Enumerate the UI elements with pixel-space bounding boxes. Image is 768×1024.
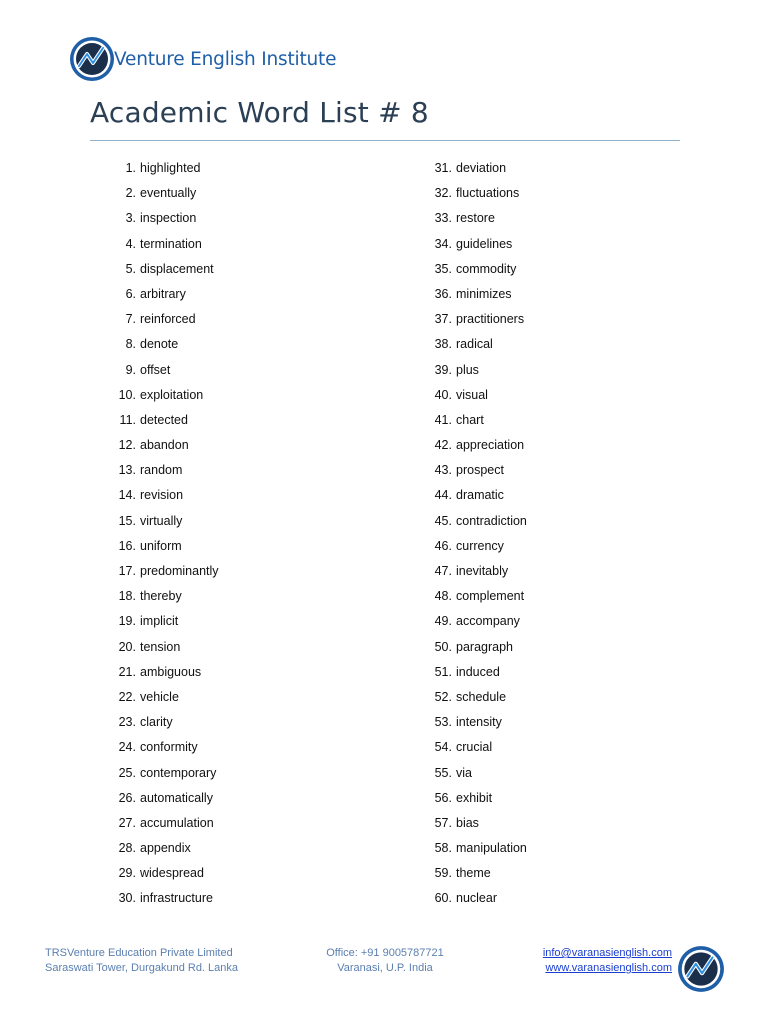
list-item-number: 40. xyxy=(434,387,452,402)
list-item xyxy=(104,283,219,308)
list-item-number: 48. xyxy=(434,589,452,604)
list-item-word: thereby xyxy=(140,589,182,604)
list-item-number: 19. xyxy=(118,614,136,629)
list-item-word: contradiction xyxy=(456,513,527,528)
footer-address: Saraswati Tower, Durgakund Rd. Lanka xyxy=(45,962,239,974)
list-item xyxy=(104,711,219,736)
list-item-word: abandon xyxy=(140,438,189,453)
list-item xyxy=(420,661,527,686)
list-item-word: eventually xyxy=(140,186,197,201)
list-item xyxy=(420,157,527,182)
list-item-word: appendix xyxy=(140,841,191,856)
list-item xyxy=(420,283,527,308)
list-item-number: 15. xyxy=(118,513,136,528)
list-item xyxy=(420,535,527,560)
list-item-word: minimizes xyxy=(456,286,512,301)
list-item-number: 38. xyxy=(434,337,452,352)
list-item xyxy=(104,207,219,232)
word-list-right-column xyxy=(420,157,527,913)
list-item-number: 43. xyxy=(434,463,452,478)
list-item xyxy=(104,333,219,358)
list-item xyxy=(420,409,527,434)
footer-office-phone: Office: +91 9005787721 xyxy=(326,947,444,959)
list-item-number: 30. xyxy=(118,891,136,906)
list-item xyxy=(104,887,219,912)
list-item-word: appreciation xyxy=(456,438,525,453)
venture-logo-icon xyxy=(68,35,116,83)
list-item xyxy=(104,862,219,887)
list-item-number: 39. xyxy=(434,362,452,377)
list-item xyxy=(104,157,219,182)
footer-office xyxy=(300,946,470,976)
list-item-number: 32. xyxy=(434,186,452,201)
list-item-number: 9. xyxy=(125,362,136,377)
list-item-word: detected xyxy=(140,412,188,427)
list-item-number: 51. xyxy=(434,664,452,679)
list-item-number: 54. xyxy=(434,740,452,755)
list-item xyxy=(104,812,219,837)
list-item-word: prospect xyxy=(456,463,504,478)
list-item-word: contemporary xyxy=(140,765,217,780)
list-item-number: 13. xyxy=(118,463,136,478)
list-item xyxy=(104,409,219,434)
list-item xyxy=(104,762,219,787)
list-item-word: revision xyxy=(140,488,184,503)
list-item xyxy=(104,661,219,686)
list-item xyxy=(420,182,527,207)
list-item-word: complement xyxy=(456,589,525,604)
list-item-word: fluctuations xyxy=(456,186,520,201)
list-item-word: induced xyxy=(456,664,500,679)
list-item xyxy=(104,308,219,333)
list-item-number: 27. xyxy=(118,815,136,830)
list-item-number: 50. xyxy=(434,639,452,654)
list-item-number: 24. xyxy=(118,740,136,755)
list-item-word: practitioners xyxy=(456,312,525,327)
list-item-number: 29. xyxy=(118,866,136,881)
list-item-word: theme xyxy=(456,866,491,881)
list-item-word: exhibit xyxy=(456,790,493,805)
list-item-number: 14. xyxy=(118,488,136,503)
list-item-number: 12. xyxy=(118,438,136,453)
list-item-word: commodity xyxy=(456,261,517,276)
list-item-word: tension xyxy=(140,639,181,654)
list-item xyxy=(420,812,527,837)
list-item xyxy=(104,535,219,560)
list-item xyxy=(104,459,219,484)
list-item-word: plus xyxy=(456,362,479,377)
list-item-number: 7. xyxy=(125,312,136,327)
list-item-word: random xyxy=(140,463,183,478)
title-divider xyxy=(90,140,680,141)
list-item-number: 20. xyxy=(118,639,136,654)
list-item-word: accompany xyxy=(456,614,520,629)
list-item-word: predominantly xyxy=(140,564,219,578)
list-item xyxy=(104,787,219,812)
list-item-word: uniform xyxy=(140,538,182,553)
list-item xyxy=(420,736,527,761)
list-item-number: 10. xyxy=(118,387,136,402)
list-item-number: 21. xyxy=(118,664,136,679)
list-item xyxy=(420,233,527,258)
list-item xyxy=(104,510,219,535)
list-item-number: 42. xyxy=(434,438,452,453)
footer-company-name: TRSVenture Education Private Limited xyxy=(45,947,233,959)
list-item xyxy=(420,308,527,333)
list-item xyxy=(420,510,527,535)
list-item-number: 34. xyxy=(434,236,452,251)
list-item xyxy=(420,862,527,887)
list-item-number: 37. xyxy=(434,312,452,327)
list-item xyxy=(420,459,527,484)
list-item-word: crucial xyxy=(456,740,493,755)
list-item-number: 16. xyxy=(118,538,136,553)
list-item-number: 8. xyxy=(125,337,136,352)
list-item-number: 4. xyxy=(125,236,136,251)
list-item xyxy=(104,359,219,384)
list-item-word: infrastructure xyxy=(140,891,213,906)
list-item-word: exploitation xyxy=(140,387,204,402)
list-item-number: 31. xyxy=(434,161,452,175)
list-item-word: conformity xyxy=(140,740,198,755)
list-item-word: ambiguous xyxy=(140,664,202,679)
list-item-word: paragraph xyxy=(456,639,513,654)
footer-email-link[interactable]: info@varanasienglish.com xyxy=(542,947,672,959)
list-item-number: 35. xyxy=(434,261,452,276)
list-item-number: 59. xyxy=(434,866,452,881)
list-item xyxy=(104,384,219,409)
list-item-number: 60. xyxy=(434,891,452,906)
list-item-word: manipulation xyxy=(456,841,527,856)
list-item-number: 45. xyxy=(434,513,452,528)
list-item-number: 46. xyxy=(434,538,452,553)
list-item-word: chart xyxy=(456,412,484,427)
list-item-word: displacement xyxy=(140,261,214,276)
list-item-word: automatically xyxy=(140,790,213,805)
list-item-word: guidelines xyxy=(456,236,513,251)
list-item-number: 53. xyxy=(434,715,452,730)
list-item-number: 2. xyxy=(125,186,136,201)
list-item-word: virtually xyxy=(140,513,183,528)
list-item-word: implicit xyxy=(140,614,179,629)
list-item-number: 11. xyxy=(119,412,136,427)
list-item xyxy=(420,484,527,509)
list-item xyxy=(420,434,527,459)
list-item xyxy=(104,258,219,283)
list-item xyxy=(104,434,219,459)
footer-website-link[interactable]: www.varanasienglish.com xyxy=(545,962,672,974)
list-item xyxy=(420,585,527,610)
list-item-word: widespread xyxy=(140,866,204,881)
list-item-number: 18. xyxy=(118,589,136,604)
list-item-number: 1. xyxy=(125,161,136,175)
list-item-number: 58. xyxy=(434,841,452,856)
list-item xyxy=(420,560,527,585)
list-item xyxy=(420,610,527,635)
footer-contact xyxy=(480,946,672,976)
list-item xyxy=(420,636,527,661)
list-item-number: 41. xyxy=(434,412,452,427)
list-item-number: 26. xyxy=(118,790,136,805)
list-item-number: 52. xyxy=(434,689,452,704)
list-item-word: inevitably xyxy=(456,564,509,578)
list-item xyxy=(104,560,219,585)
list-item xyxy=(104,182,219,207)
list-item-word: currency xyxy=(456,538,504,553)
list-item xyxy=(104,484,219,509)
list-item-number: 3. xyxy=(125,211,136,226)
list-item xyxy=(104,736,219,761)
list-item xyxy=(420,333,527,358)
list-item-word: inspection xyxy=(140,211,197,226)
list-item xyxy=(104,233,219,258)
list-item-word: restore xyxy=(456,211,495,226)
list-item-word: accumulation xyxy=(140,815,214,830)
list-item-number: 47. xyxy=(434,564,452,578)
page-title: Academic Word List # 8 xyxy=(90,96,429,129)
list-item-word: via xyxy=(456,765,472,780)
list-item xyxy=(420,711,527,736)
list-item xyxy=(104,837,219,862)
list-item xyxy=(420,762,527,787)
list-item-number: 56. xyxy=(434,790,452,805)
list-item xyxy=(104,636,219,661)
list-item-word: bias xyxy=(456,815,479,830)
list-item-word: deviation xyxy=(456,161,507,175)
list-item-word: highlighted xyxy=(140,161,201,175)
venture-logo-icon xyxy=(676,944,726,994)
list-item-number: 22. xyxy=(118,689,136,704)
list-item-word: reinforced xyxy=(140,312,196,327)
list-item-number: 44. xyxy=(434,488,452,503)
list-item xyxy=(420,258,527,283)
list-item-number: 28. xyxy=(118,841,136,856)
list-item-number: 57. xyxy=(434,815,452,830)
list-item-word: clarity xyxy=(140,715,173,730)
list-item-number: 55. xyxy=(434,765,452,780)
footer-company xyxy=(45,946,238,976)
list-item-word: vehicle xyxy=(140,689,179,704)
list-item xyxy=(420,837,527,862)
list-item-word: schedule xyxy=(456,689,507,704)
list-item xyxy=(104,585,219,610)
brand-header xyxy=(68,34,336,84)
list-item-number: 25. xyxy=(118,765,136,780)
list-item xyxy=(420,359,527,384)
list-item-word: radical xyxy=(456,337,493,352)
list-item xyxy=(420,787,527,812)
list-item-number: 49. xyxy=(434,614,452,629)
list-item-word: nuclear xyxy=(456,891,497,906)
list-item-word: dramatic xyxy=(456,488,504,503)
list-item xyxy=(104,686,219,711)
list-item-word: visual xyxy=(456,387,488,402)
list-item-number: 33. xyxy=(434,211,452,226)
list-item-word: intensity xyxy=(456,715,502,730)
brand-name: Venture English Institute xyxy=(114,48,337,70)
list-item-number: 17. xyxy=(118,564,136,578)
word-list-left-column xyxy=(104,157,219,913)
list-item xyxy=(104,610,219,635)
list-item-number: 5. xyxy=(125,261,136,276)
list-item-word: arbitrary xyxy=(140,286,186,301)
list-item xyxy=(420,207,527,232)
list-item-word: denote xyxy=(140,337,179,352)
list-item-number: 23. xyxy=(118,715,136,730)
footer-city: Varanasi, U.P. India xyxy=(337,962,433,974)
list-item xyxy=(420,384,527,409)
list-item xyxy=(420,686,527,711)
list-item-number: 36. xyxy=(434,286,452,301)
list-item xyxy=(420,887,527,912)
list-item-number: 6. xyxy=(125,286,136,301)
list-item-word: termination xyxy=(140,236,202,251)
list-item-word: offset xyxy=(140,362,171,377)
